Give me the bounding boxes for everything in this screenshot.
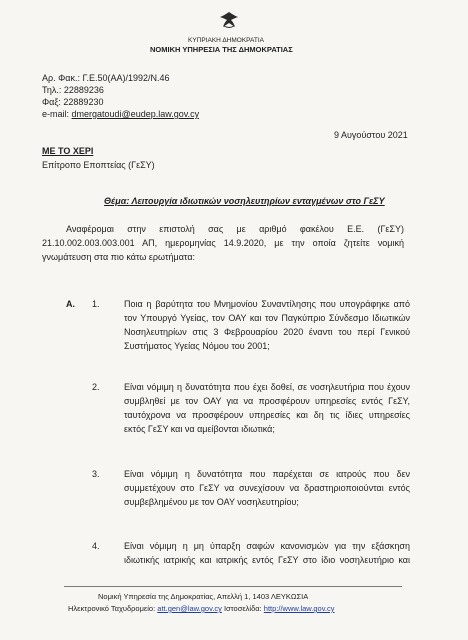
- coat-of-arms-icon: [218, 10, 240, 30]
- item-line: Συστήματος Υγείας Νόμου του 2001;: [124, 341, 270, 351]
- item-line: συμβληθεί με τον ΟΑΥ για να προσφέρουν υπηρεσίες εντός ΓεΣΥ,: [124, 396, 410, 406]
- subject-line: [104, 196, 385, 207]
- item-line: εκτός ΓεΣΥ και να αμείβονται ιδιωτικά;: [124, 424, 275, 434]
- footer-web-link[interactable]: http://www.law.gov.cy: [263, 604, 335, 613]
- email-link[interactable]: dmergatoudi@eudep.law.gov.cy: [71, 109, 200, 119]
- email-line: [42, 109, 199, 120]
- item-line: συμβεβλημένου με τον ΟΑΥ νοσηλευτηρίου;: [124, 497, 299, 507]
- intro-line: 21.10.002.003.003.001 ΑΠ, ημερομηνίας 14.9.2020, με την οποία ζητείτε νομική: [42, 238, 404, 248]
- footer-email-label: Ηλεκτρονικό Ταχυδρομείο:: [68, 604, 158, 613]
- item-number: 3.: [92, 469, 100, 479]
- telephone: Τηλ.: 22889236: [42, 85, 104, 95]
- footer-address: Νομική Υπηρεσία της Δημοκρατίας, Απελλή 1, 1403 ΛΕΥΚΩΣΙΑ: [98, 592, 309, 601]
- item-number: 4.: [92, 541, 100, 551]
- item-number: 1.: [92, 299, 100, 309]
- header-line-1: ΚΥΠΡΙΑΚΗ ΔΗΜΟΚΡΑΤΙΑ: [188, 37, 264, 44]
- fax: Φαξ: 22889230: [42, 97, 104, 107]
- letter-date: 9 Αυγούστου 2021: [334, 130, 408, 140]
- item-line: ιδιωτικής ιατρικής και ιατρικής εντός ΓεΣΥ στο ίδιο νοσηλευτήριο και: [124, 555, 410, 565]
- subject-text: Λειτουργία ιδιωτικών νοσηλευτηρίων ενταγμένων στο ΓεΣΥ: [129, 196, 385, 206]
- footer-web-label: Ιστοσελίδα:: [221, 604, 264, 613]
- item-line: Είναι νόμιμη η δυνατότητα που παρέχεται σε ιατρούς που δεν: [124, 469, 410, 479]
- recipient: Επίτροπο Εποπτείας (ΓεΣΥ): [42, 160, 155, 170]
- intro-line: γνωμάτευση στα πιο κάτω ερωτήματα:: [42, 252, 196, 262]
- footer-contact: [68, 604, 335, 613]
- subject-label: Θέμα:: [104, 196, 130, 206]
- delivery-note: ΜΕ ΤΟ ΧΕΡΙ: [42, 146, 94, 156]
- item-line: Νοσηλευτηρίων στις 3 Φεβρουαρίου 2020 έναντι του περί Γενικού: [124, 327, 410, 337]
- file-reference: Αρ. Φακ.: Γ.Ε.50(ΑΑ)/1992/Ν.46: [42, 73, 170, 83]
- item-line: Είναι νόμιμη η μη ύπαρξη σαφών κανονισμών για την εξάσκηση: [124, 541, 410, 551]
- item-line: Είναι νόμιμη η δυνατότητα που έχει δοθεί, σε νοσηλευτήρια που έχουν: [124, 382, 410, 392]
- footer-email-link[interactable]: att.gen@law.gov.cy: [157, 604, 222, 613]
- item-line: συμμετέχουν στο ΓεΣΥ να συνεχίσουν να δραστηριοποιούνται εντός: [124, 483, 410, 493]
- header-line-2: ΝΟΜΙΚΗ ΥΠΗΡΕΣΙΑ ΤΗΣ ΔΗΜΟΚΡΑΤΙΑΣ: [150, 45, 293, 54]
- intro-line: Αναφέρομαι στην επιστολή σας με αριθμό φακέλου Ε.Ε. (ΓεΣΥ): [66, 224, 404, 234]
- item-number: 2.: [92, 382, 100, 392]
- email-label: e-mail:: [42, 109, 72, 119]
- footer-divider: [64, 586, 402, 587]
- item-line: ταυτόχρονα να προσφέρουν υπηρεσίες και δη τις ίδιες υπηρεσίες: [124, 410, 410, 420]
- section-letter: Α.: [66, 299, 75, 309]
- item-line: Ποια η βαρύτητα του Μνημονίου Συναντίλησης που υπογράφηκε από: [124, 299, 410, 309]
- item-line: τον Υπουργό Υγείας, τον ΟΑΥ και τον Παγκύπριο Σύνδεσμο Ιδιωτικών: [124, 313, 410, 323]
